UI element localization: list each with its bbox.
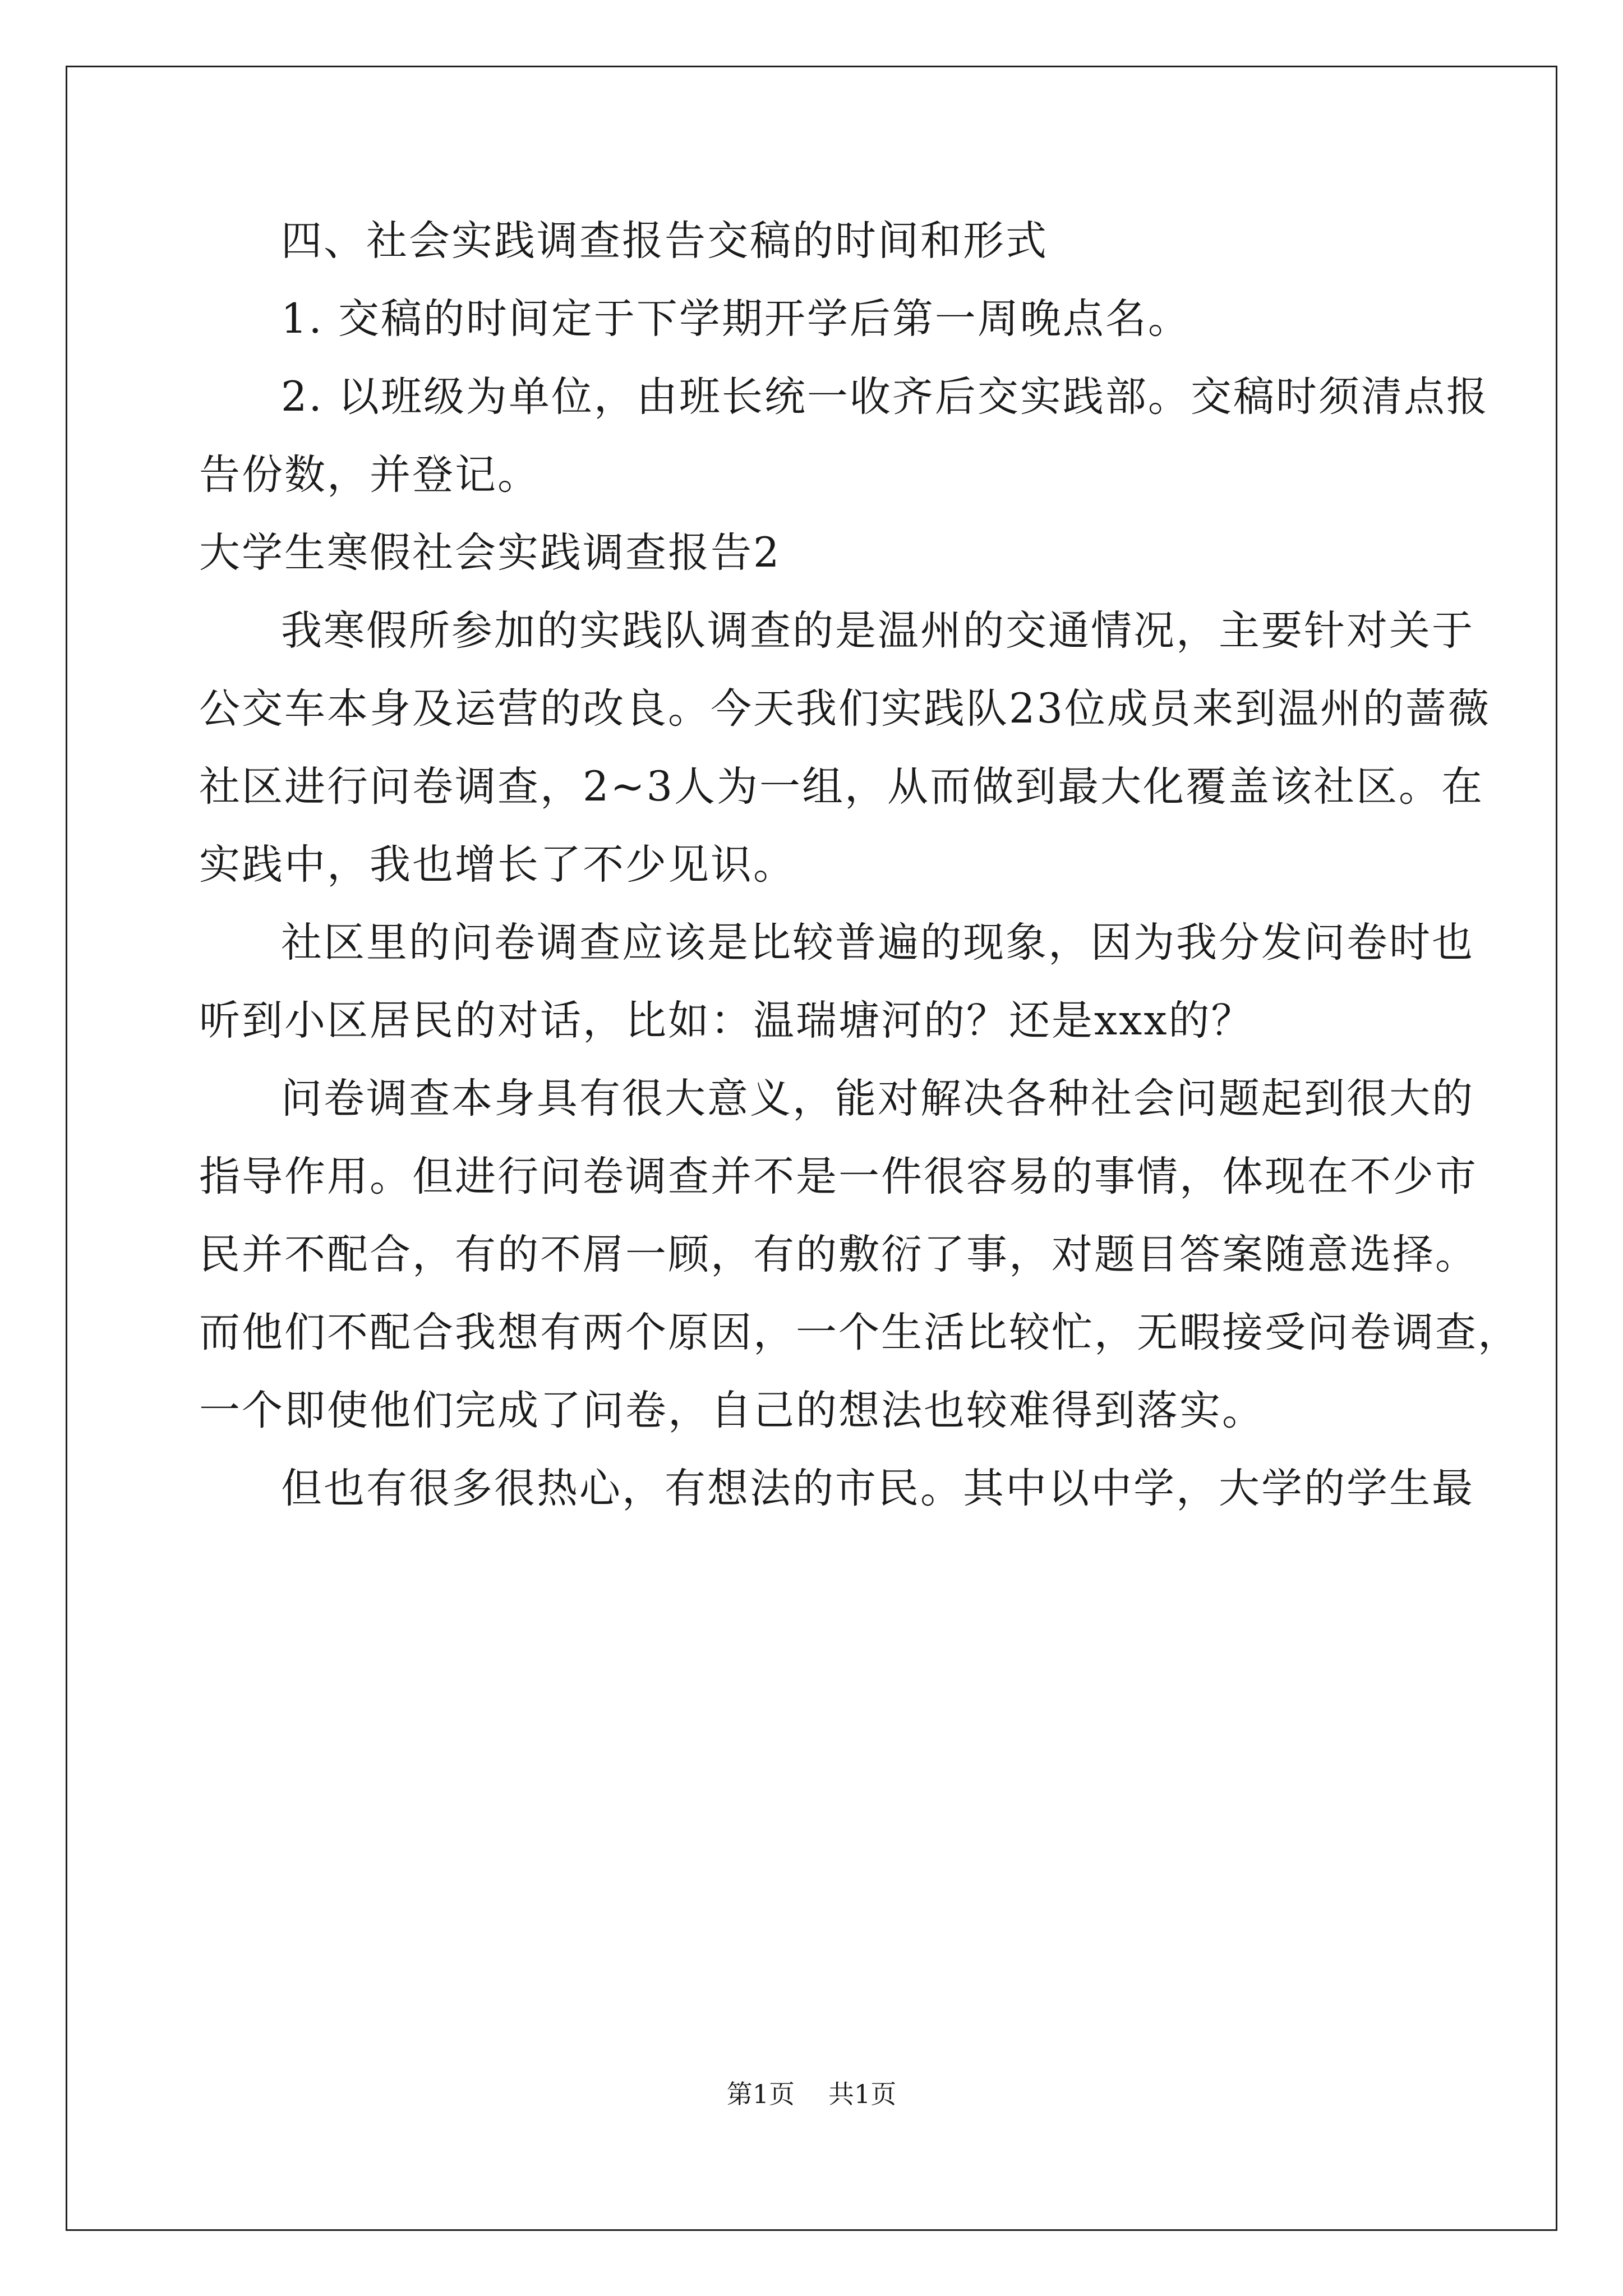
paragraph-line: 一个即使他们完成了问卷，自己的想法也较难得到落实。 [199, 1387, 1265, 1434]
page-total: 共1页 [828, 2079, 897, 2109]
paragraph-line: 我寒假所参加的实践队调查的是温州的交通情况，主要针对关于 [281, 607, 1474, 655]
paragraph-line: 公交车本身及运营的改良。今天我们实践队23位成员来到温州的蔷薇 [199, 685, 1491, 733]
paragraph-line: 但也有很多很热心，有想法的市民。其中以中学，大学的学生最 [281, 1465, 1474, 1512]
page-number: 第1页 [726, 2079, 795, 2109]
paragraph-line: 而他们不配合我想有两个原因，一个生活比较忙，无暇接受问卷调查， [199, 1309, 1520, 1356]
paragraph-line: 1. 交稿的时间定于下学期开学后第一周晚点名。 [281, 295, 1191, 343]
paragraph-line: 指导作用。但进行问卷调查并不是一件很容易的事情，体现在不少市 [199, 1153, 1478, 1200]
paragraph-line: 社区里的问卷调查应该是比较普遍的现象，因为我分发问卷时也 [281, 919, 1474, 967]
document-body [199, 202, 1520, 1527]
page-footer [0, 2077, 1623, 2111]
paragraph-line: 民并不配合，有的不屑一顾，有的敷衍了事，对题目答案随意选择。 [199, 1231, 1478, 1278]
paragraph-line: 告份数，并登记。 [199, 451, 540, 499]
paragraph-line: 2. 以班级为单位，由班长统一收齐后交实践部。交稿时须清点报 [281, 373, 1489, 421]
section-heading: 四、社会实践调查报告交稿的时间和形式 [281, 217, 1048, 265]
paragraph-line: 实践中，我也增长了不少见识。 [199, 841, 796, 889]
document-title: 大学生寒假社会实践调查报告2 [199, 529, 781, 577]
paragraph-line: 问卷调查本身具有很大意义，能对解决各种社会问题起到很大的 [281, 1075, 1474, 1122]
paragraph-line: 听到小区居民的对话，比如：温瑞塘河的？还是xxx的？ [199, 997, 1254, 1045]
paragraph-line: 社区进行问卷调查，2~3人为一组，从而做到最大化覆盖该社区。在 [199, 763, 1484, 811]
